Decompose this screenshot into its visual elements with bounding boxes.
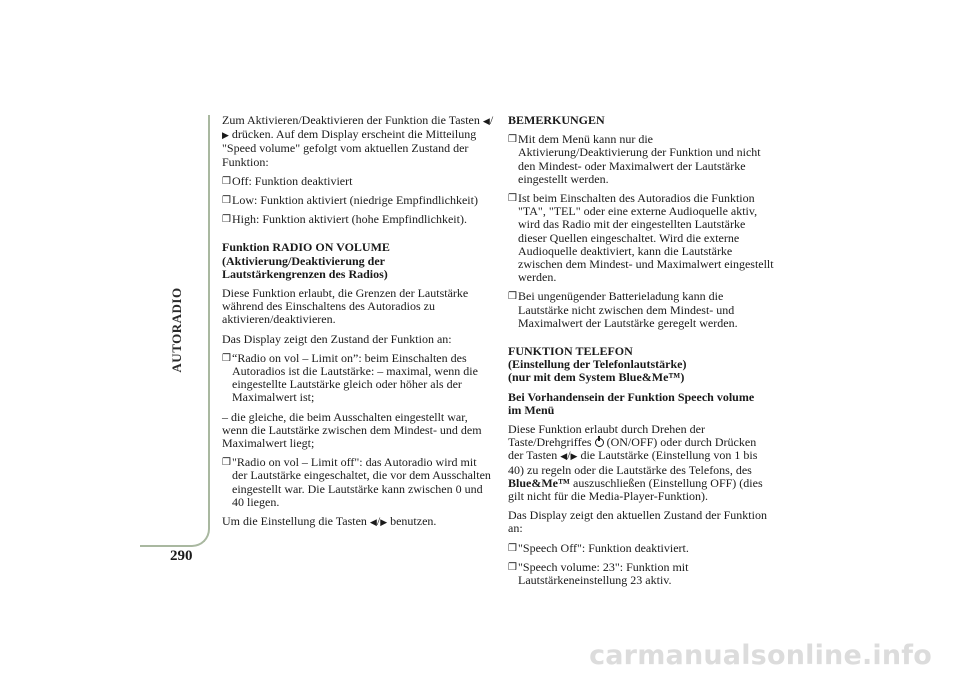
list-item-text: High: Funktion aktiviert (hohe Empfindlichkeit). <box>232 212 467 227</box>
checkbox-bullet-icon: ❒ <box>508 134 517 146</box>
left-arrow-key-icon: ◀ <box>482 116 490 126</box>
list-item <box>222 456 494 509</box>
heading-line: (Aktivierung/Deaktivierung der <box>222 253 385 268</box>
list-item-text: Ist beim Einschalten des Autoradios die Funktion "TA", "TEL" oder eine externe Audioquelle aktiv, wird das Radio mit der eingestellten Lautstärke dieser Quellen eingeschaltet. Wird die externe Audioquelle deaktiviert, kann die Lautstärke zwischen dem Mindest- und Maximalwert eingestellt werden. <box>518 191 774 285</box>
checkbox-bullet-icon: ❒ <box>222 457 231 469</box>
paragraph-text-a: Um die Einstellung die Tasten <box>222 514 367 529</box>
intro-paragraph: Zum Aktivieren/Deaktivieren der Funktion die Tasten ◀/▶ drücken. Auf dem Display erscheint die Mitteilung "Speed volume" gefolgt vom aktuellen Zustand der Funktion: <box>222 113 494 169</box>
intro-text-a: Zum Aktivieren/Deaktivieren der Funktion die Tasten <box>222 113 480 127</box>
watermark: carmanualsonline.info <box>589 640 932 671</box>
heading-line: im Menü <box>508 402 555 417</box>
intro-text-b: drücken. Auf dem Display erscheint die Mitteilung "Speed volume" gefolgt vom aktuellen Zustand der Funktion: <box>222 127 477 169</box>
list-item <box>508 133 774 186</box>
heading-line: (nur mit dem System Blue&Me™) <box>508 370 685 385</box>
list-item <box>508 542 774 555</box>
paragraph-text-c: die Lautstärke (Einstellung von 1 bis 40) zu regeln oder die Lautstärke des Telefons, des <box>508 448 758 477</box>
list-item <box>222 213 494 226</box>
list-item-text: Mit dem Menü kann nur die Aktivierung/Deaktivierung der Funktion und nicht den Mindest- oder Maximalwert der Lautstärke eingestellt werden. <box>518 132 761 186</box>
section-tab-label: AUTORADIO <box>169 287 184 373</box>
paragraph: Um die Einstellung die Tasten ◀/▶ benutzen. <box>222 514 437 529</box>
subsection-heading <box>508 391 774 417</box>
list-item <box>222 194 494 207</box>
power-knob-icon <box>595 438 604 447</box>
left-column <box>222 114 494 535</box>
checkbox-bullet-icon: ❒ <box>508 193 517 205</box>
paragraph-text-b: (ON/OFF) oder durch Drücken der Tasten <box>508 435 757 463</box>
paragraph: Diese Funktion erlaubt durch Drehen der Taste/Drehgriffes (ON/OFF) oder durch Drücken der Tasten ◀/▶ die Lautstärke (Einstellung von 1 bis 40) zu regeln oder die Lautstärke des Telefons, des Blue&Me™ auszuschließen (Einstellung OFF) (dies gilt nicht für die Media-Player-Funktion). <box>508 422 763 504</box>
section-heading <box>222 241 494 281</box>
paragraph-text-d: auszuschließen (Einstellung OFF) (dies gilt nicht für die Media-Player-Funktion). <box>508 475 763 504</box>
heading-line: FUNKTION TELEFON <box>508 344 633 359</box>
heading-line: (Einstellung der Telefonlautstärke) <box>508 357 687 372</box>
remarks-title: BEMERKUNGEN <box>508 113 605 127</box>
list-item <box>222 175 494 188</box>
brand-name: Blue&Me™ <box>508 475 570 490</box>
paragraph: Das Display zeigt den aktuellen Zustand der Funktion an: <box>508 508 767 536</box>
right-arrow-key-icon: ▶ <box>222 130 229 141</box>
list-item-text: “Radio on vol – Limit on”: beim Einschalten des Autoradios ist die Lautstärke: – maximal, wenn die eingestellte Lautstärke gleich oder höher als der Maximalwert ist; <box>232 350 478 405</box>
paragraph: Diese Funktion erlaubt, die Grenzen der Lautstärke während des Einschaltens des Autoradios zu aktivieren/deaktivieren. <box>222 286 469 327</box>
right-arrow-key-icon: ▶ <box>570 451 578 462</box>
heading-line: Lautstärkengrenzen des Radios) <box>222 266 388 281</box>
page-number: 290 <box>170 548 193 564</box>
list-item <box>508 192 774 284</box>
list-item <box>508 290 774 330</box>
paragraph: Das Display zeigt den Zustand der Funktion an: <box>222 331 452 346</box>
checkbox-bullet-icon: ❒ <box>222 195 231 207</box>
list-item-text: Off: Funktion deaktiviert <box>232 173 353 188</box>
checkbox-bullet-icon: ❒ <box>222 352 231 364</box>
checkbox-bullet-icon: ❒ <box>508 561 517 573</box>
right-arrow-key-icon: ▶ <box>380 517 388 528</box>
checkbox-bullet-icon: ❒ <box>222 175 231 187</box>
paragraph-text-a: Diese Funktion erlaubt durch Drehen der Taste/Drehgriffes <box>508 422 705 450</box>
list-item-text: "Speech volume: 23": Funktion mit Lautstärkeneinstellung 23 aktiv. <box>518 559 689 588</box>
heading-line: Bei Vorhandensein der Funktion Speech volume <box>508 389 755 404</box>
list-item <box>508 561 774 587</box>
list-item-text: Bei ungenügender Batterieladung kann die Lautstärke nicht zwischen dem Mindest- und Maximalwert der Lautstärke geregelt werden. <box>518 289 738 330</box>
paragraph: – die gleiche, die beim Ausschalten eingestellt war, wenn die Lautstärke zwischen dem Mindest- und dem Maximalwert liegt; <box>222 409 482 451</box>
list-item <box>222 352 494 405</box>
list-item-text: Low: Funktion aktiviert (niedrige Empfindlichkeit) <box>232 193 478 208</box>
checkbox-bullet-icon: ❒ <box>508 542 517 554</box>
section-heading <box>508 345 774 385</box>
list-item-text: "Speech Off": Funktion deaktiviert. <box>518 540 689 555</box>
left-arrow-key-icon: ◀ <box>560 451 568 462</box>
checkbox-bullet-icon: ❒ <box>222 214 231 226</box>
checkbox-bullet-icon: ❒ <box>508 291 517 303</box>
paragraph-text-b: benutzen. <box>390 514 437 529</box>
heading-line: Funktion RADIO ON VOLUME <box>222 240 390 255</box>
list-item-text: "Radio on vol – Limit off": das Autoradio wird mit der Lautstärke eingeschaltet, die vor dem Ausschalten eingestellt war. Die Lautstärke kann zwischen 0 und 40 liegen. <box>232 455 491 509</box>
left-arrow-key-icon: ◀ <box>369 517 377 528</box>
right-column <box>508 114 774 593</box>
